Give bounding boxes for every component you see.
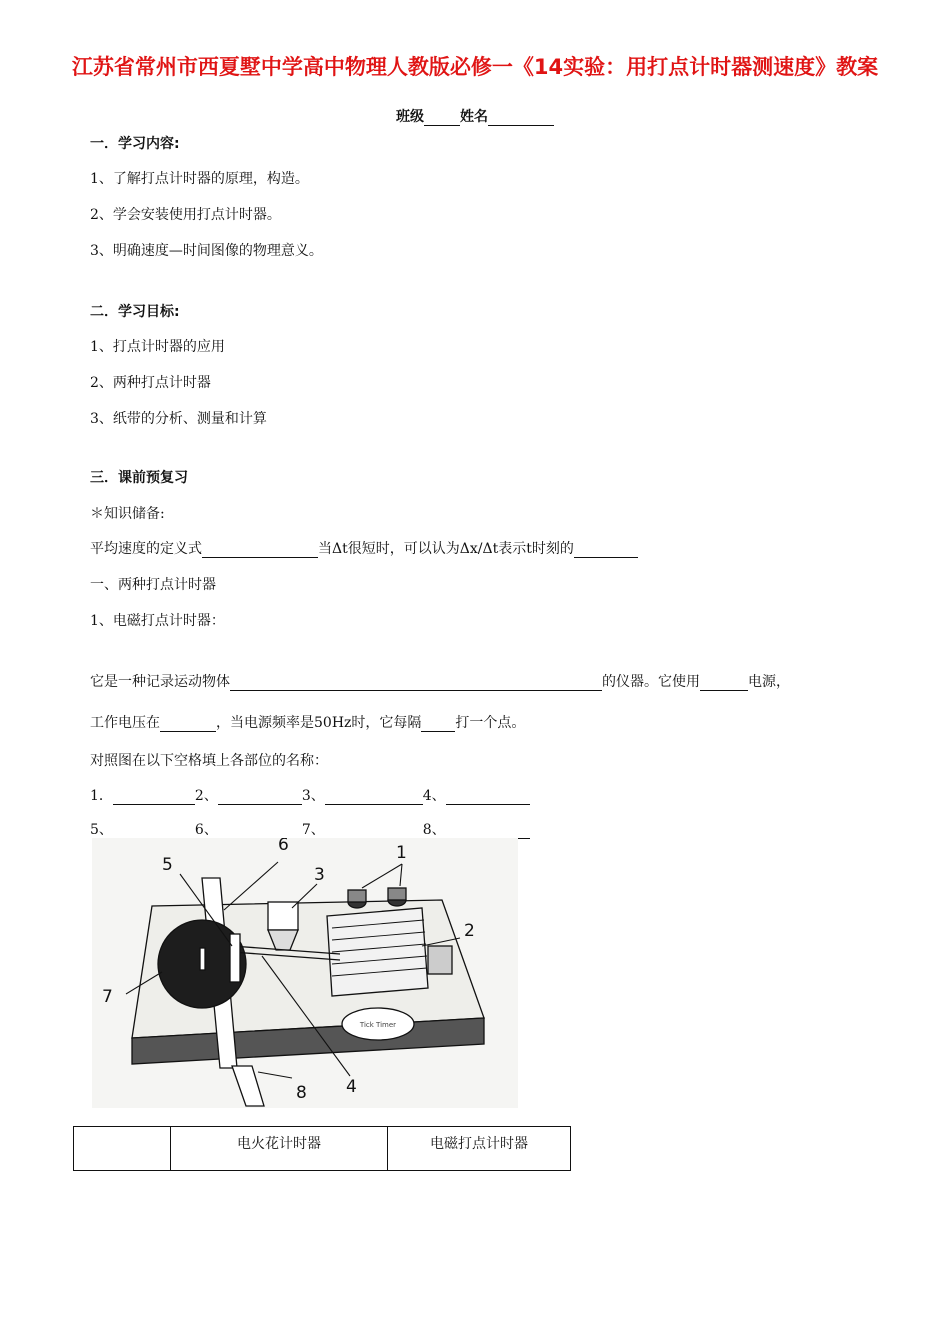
fill-blank[interactable] [446, 824, 530, 839]
timer-diagram [92, 838, 518, 1108]
table-header-cell [74, 1127, 171, 1171]
timer-diagram-svg [92, 838, 518, 1108]
fill-row-2 [90, 821, 530, 839]
subheading-two-timers: 一、两种打点计时器 [90, 577, 216, 593]
fill-label: 8、 [422, 822, 446, 838]
figure-label-2: 2 [464, 921, 475, 941]
instant-speed-blank[interactable] [574, 543, 638, 558]
p1-text-b: 的仪器。它使用 [602, 674, 700, 690]
instruction-line: 对照图在以下空格填上各部位的名称： [90, 753, 328, 769]
avg-speed-text: 平均速度的定义式 [90, 541, 202, 557]
fill-row-1 [90, 787, 530, 805]
comparison-table [73, 1126, 571, 1171]
fill-blank[interactable] [325, 790, 423, 805]
fill-label: 1． [90, 788, 113, 804]
figure-label-6: 6 [278, 838, 289, 855]
name-blank[interactable] [488, 111, 554, 126]
table-header-cell: 电磁打点计时器 [388, 1127, 571, 1171]
p2-blank-a[interactable] [160, 717, 216, 732]
class-blank[interactable] [424, 111, 460, 126]
figure-label-3: 3 [314, 865, 325, 885]
avg-speed-line [90, 540, 638, 558]
class-name-line [0, 106, 950, 126]
section1-heading: 一．学习内容: [90, 136, 180, 152]
table-header-cell: 电火花计时器 [171, 1127, 388, 1171]
p1-blank-a[interactable] [230, 676, 602, 691]
figure-label-5: 5 [162, 855, 173, 875]
section3-heading: 三．课前预复习 [90, 470, 188, 486]
p1-text-c: 电源， [748, 674, 790, 690]
fill-blank[interactable] [113, 790, 195, 805]
p1-blank-b[interactable] [700, 676, 748, 691]
table-row [74, 1127, 571, 1171]
p2-text-b: ，当电源频率是50Hz时，它每隔 [216, 715, 422, 731]
fill-blank[interactable] [325, 824, 423, 839]
fill-label: 3、 [301, 788, 325, 804]
section1-item: 2、学会安装使用打点计时器。 [90, 207, 281, 223]
section2-item: 1、打点计时器的应用 [90, 339, 225, 355]
p1-text-a: 它是一种记录运动物体 [90, 674, 230, 690]
knowledge-label: ＊知识储备: [90, 506, 165, 522]
instant-speed-text: 当Δt很短时，可以认为Δx/Δt表示t时刻的 [318, 541, 574, 557]
section2-item: 2、两种打点计时器 [90, 375, 211, 391]
p2-text-a: 工作电压在 [90, 715, 160, 731]
fill-blank[interactable] [218, 824, 302, 839]
figure-label-1: 1 [396, 843, 407, 863]
section1-item: 1、了解打点计时器的原理，构造。 [90, 171, 309, 187]
fill-label: 7、 [301, 822, 325, 838]
fill-label: 2、 [194, 788, 218, 804]
fill-blank[interactable] [446, 790, 530, 805]
fill-label: 5、 [90, 822, 113, 838]
class-label: 班级 [396, 109, 424, 125]
p2-blank-b[interactable] [421, 717, 455, 732]
fill-label: 6、 [194, 822, 218, 838]
document-title: 江苏省常州市西夏墅中学高中物理人教版必修一《14实验：用打点计时器测速度》教案 [71, 55, 879, 79]
fill-blank[interactable] [113, 824, 195, 839]
paragraph-line-1 [90, 673, 790, 691]
name-label: 姓名 [460, 109, 488, 125]
subheading-em-timer: 1、电磁打点计时器： [90, 613, 225, 629]
paragraph-line-2 [90, 714, 525, 732]
figure-label-8: 8 [296, 1083, 307, 1103]
section1-item: 3、明确速度—时间图像的物理意义。 [90, 243, 323, 259]
fill-blank[interactable] [218, 790, 302, 805]
section2-item: 3、纸带的分析、测量和计算 [90, 411, 267, 427]
fill-label: 4、 [422, 788, 446, 804]
p2-text-c: 打一个点。 [455, 715, 526, 731]
figure-label-4: 4 [346, 1077, 357, 1097]
avg-speed-blank[interactable] [202, 543, 318, 558]
section2-heading: 二．学习目标: [90, 304, 180, 320]
figure-label-7: 7 [102, 987, 113, 1007]
plate-text: Tick Timer [359, 1021, 397, 1029]
